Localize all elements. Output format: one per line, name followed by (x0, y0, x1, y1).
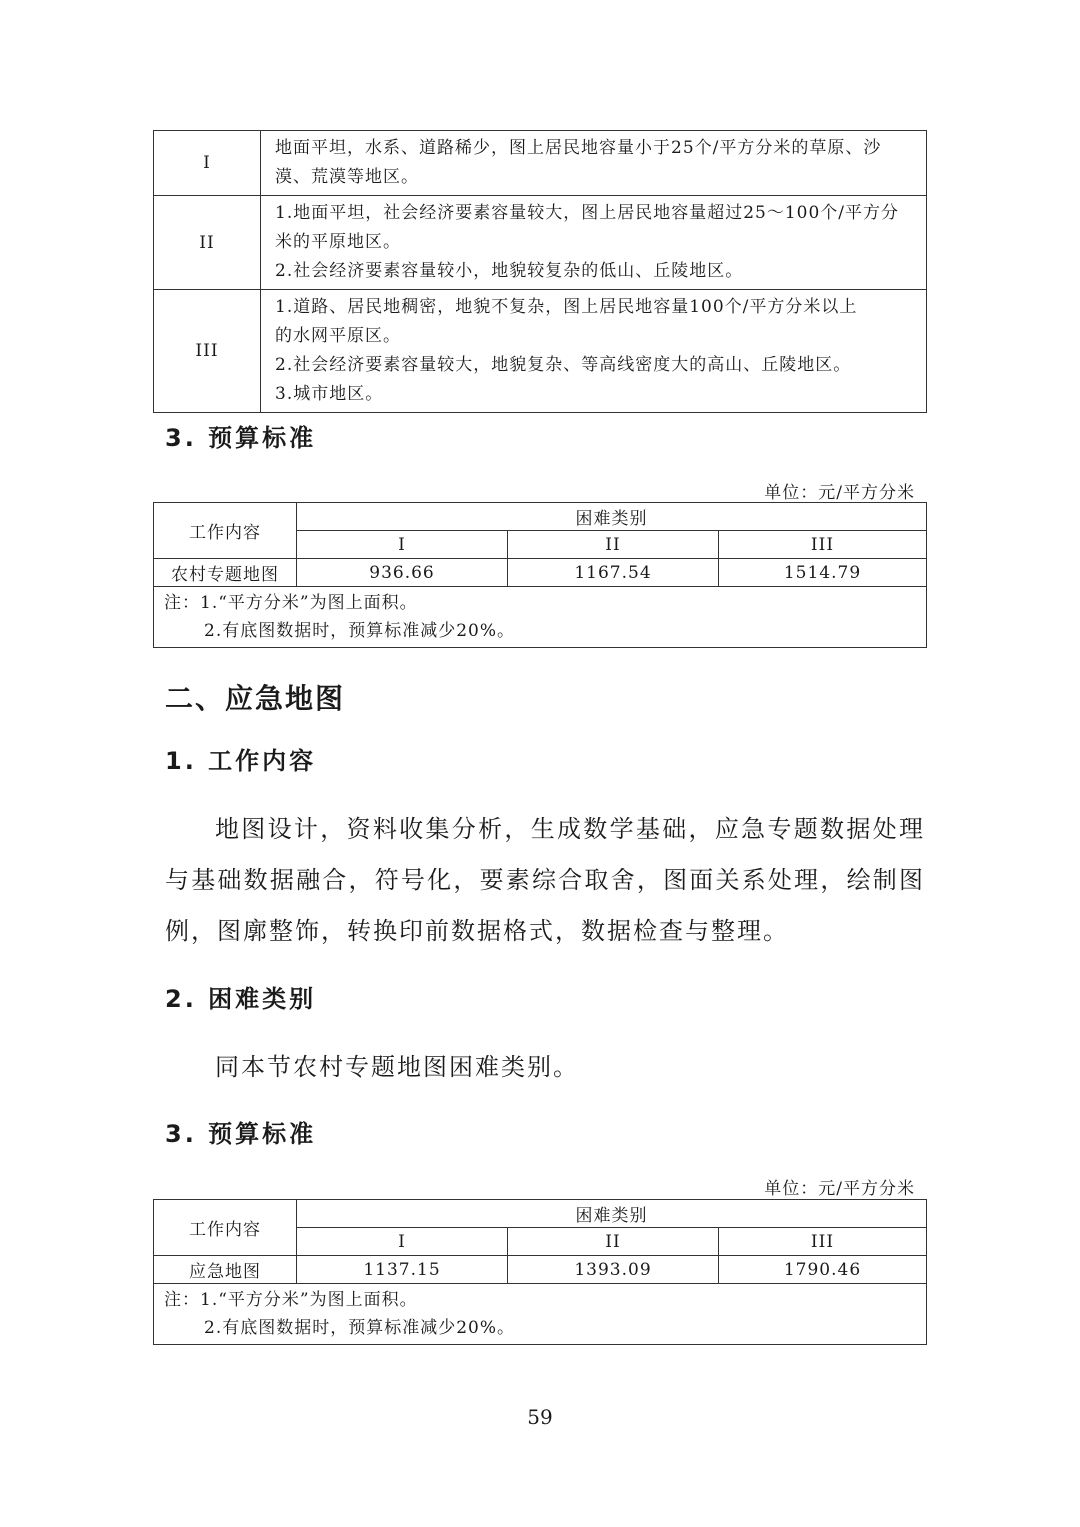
header-difficulty: 困难类别 (297, 1200, 927, 1228)
description-line: 地面平坦，水系、道路稀少，图上居民地容量小于25个/平方分米的草原、沙 (275, 138, 882, 158)
description-line: 1.道路、居民地稠密，地貌不复杂，图上居民地容量100个/平方分米以上 (275, 297, 858, 317)
note-line: 2.有底图数据时，预算标准减少20%。 (204, 1318, 516, 1338)
chapter-title: 二、应急地图 (165, 682, 346, 715)
header-level: I (297, 531, 508, 559)
price-cell: 936.66 (297, 559, 508, 587)
header-level: I (297, 1228, 508, 1256)
description-line: 的水网平原区。 (275, 326, 401, 346)
table-row (154, 131, 927, 196)
work-content-paragraph (165, 804, 925, 957)
note-line: 注：1.“平方分米”为图上面积。 (164, 1290, 418, 1310)
header-level: II (508, 1228, 719, 1256)
difficulty-description (261, 196, 927, 290)
note-line: 2.有底图数据时，预算标准减少20%。 (204, 621, 516, 641)
unit-label: 单位：元/平方分米 (764, 1179, 915, 1199)
description-line: 2.社会经济要素容量较大，地貌复杂、等高线密度大的高山、丘陵地区。 (275, 355, 852, 375)
difficulty-level: II (154, 196, 261, 290)
table-row (154, 290, 927, 413)
section-heading: 3. 预算标准 (165, 1120, 317, 1148)
header-work-content: 工作内容 (154, 503, 297, 559)
section-heading: 2. 困难类别 (165, 985, 317, 1013)
table-note (154, 1284, 927, 1345)
difficulty-level: III (154, 290, 261, 413)
paragraph-text: 地图设计，资料收集分析，生成数学基础，应急专题数据处理与基础数据融合，符号化，要素综合取舍，图面关系处理，绘制图例，图廓整饰，转换印前数据格式，数据检查与整理。 (165, 815, 925, 945)
description-line: 3.城市地区。 (275, 384, 384, 404)
description-line: 米的平原地区。 (275, 232, 401, 252)
difficulty-paragraph (165, 1042, 925, 1093)
table-row (154, 196, 927, 290)
price-cell: 1393.09 (508, 1256, 719, 1284)
header-difficulty: 困难类别 (297, 503, 927, 531)
price-cell: 1514.79 (719, 559, 927, 587)
table-row (154, 587, 927, 648)
header-level: II (508, 531, 719, 559)
table-row (154, 559, 927, 587)
table-row (154, 1200, 927, 1228)
table-row (154, 1256, 927, 1284)
header-work-content: 工作内容 (154, 1200, 297, 1256)
difficulty-description (261, 290, 927, 413)
price-cell: 1137.15 (297, 1256, 508, 1284)
difficulty-description (261, 131, 927, 196)
difficulty-classification-table (153, 130, 927, 413)
paragraph-text: 同本节农村专题地图困难类别。 (215, 1053, 579, 1081)
header-level: III (719, 1228, 927, 1256)
section-heading: 1. 工作内容 (165, 747, 317, 775)
description-line: 漠、荒漠等地区。 (275, 167, 419, 187)
price-cell: 1790.46 (719, 1256, 927, 1284)
note-line: 注：1.“平方分米”为图上面积。 (164, 593, 418, 613)
table-row (154, 503, 927, 531)
item-name: 农村专题地图 (154, 559, 297, 587)
difficulty-level: I (154, 131, 261, 196)
item-name: 应急地图 (154, 1256, 297, 1284)
table-note (154, 587, 927, 648)
price-cell: 1167.54 (508, 559, 719, 587)
unit-label: 单位：元/平方分米 (764, 483, 915, 503)
page-number: 59 (527, 1405, 553, 1429)
budget-table-rural (153, 502, 927, 648)
section-heading: 3. 预算标准 (165, 424, 317, 452)
budget-table-emergency (153, 1199, 927, 1345)
header-level: III (719, 531, 927, 559)
description-line: 2.社会经济要素容量较小，地貌较复杂的低山、丘陵地区。 (275, 261, 744, 281)
description-line: 1.地面平坦，社会经济要素容量较大，图上居民地容量超过25～100个/平方分 (275, 203, 900, 223)
table-row (154, 1284, 927, 1345)
